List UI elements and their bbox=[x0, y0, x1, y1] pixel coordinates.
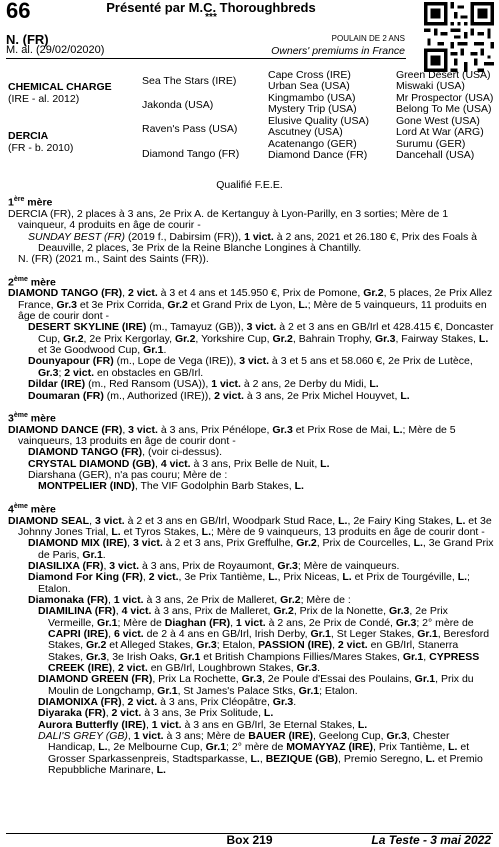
box-number: Box 219 bbox=[226, 833, 273, 847]
pedigree-sire: CHEMICAL CHARGE bbox=[8, 81, 112, 93]
pedigree-gen3: Mystery Trip (USA) bbox=[268, 103, 357, 115]
progeny-entry: Dildar (IRE) (m., Red Ransom (USA)), 1 vict. à 2 ans, 2e Derby du Midi, L. bbox=[28, 378, 379, 391]
progeny-entry: Diamond For King (FR), 2 vict., 3e Prix Tantième, L., Prix Niceas, L. et Prix de Tourgéville, L.; Etalon. bbox=[28, 571, 470, 595]
horse-details: M. al. (29/02/02020) bbox=[6, 44, 105, 56]
qualifie-fee: Qualifié F.E.E. bbox=[216, 179, 283, 191]
pedigree-gen3: Ascutney (USA) bbox=[268, 126, 343, 138]
qr-code-icon bbox=[424, 2, 494, 72]
progeny-entry: DALI'S GREY (GB), 1 vict. à 3 ans; Mère de BAUER (IRE), Geelong Cup, Gr.3, Chester Handicap, L., 2e Melbourne Cup, Gr.1; 2° mère de MOMAYYAZ (IRE), Prix Tantième, L. et Grosser Sparkassenpreis, Stadtsparkasse, L., BEZIQUE (GB), Premio Seregno, L. et Premio Repubbliche Marinare, L. bbox=[38, 730, 483, 777]
progeny-entry: DIAMONIXA (FR), 2 vict. à 3 ans, Prix Cléopâtre, Gr.3. bbox=[38, 696, 297, 709]
pedigree-gen3: Diamond Dance (FR) bbox=[268, 149, 368, 161]
progeny-entry: Dounyapour (FR) (m., Lope de Vega (IRE)), 3 vict. à 3 et 5 ans et 58.060 €, 2e Prix de Lutèce, Gr.3; 2 vict. en obstacles en GB/Irl. bbox=[28, 355, 473, 379]
section-heading-1: 1ère mère bbox=[8, 196, 53, 209]
progeny-entry: DIASILIXA (FR), 3 vict. à 3 ans, Prix de Royaumont, Gr.3; Mère de vainqueurs. bbox=[28, 559, 400, 572]
dam-paragraph: DIAMOND TANGO (FR), 2 vict. à 3 et 4 ans et 145.950 €, Prix de Pomone, Gr.2, 5 places, 2e Prix Allez France, Gr.3 et 3e Prix Corrida, Gr.2 et Grand Prix de Lyon, L.; Mère de 5 vainqueurs, 11 produits en âge de courir dont - bbox=[8, 287, 493, 323]
progeny-entry: DIAMILINA (FR), 4 vict. à 3 ans, Prix de Malleret, Gr.2, Prix de la Nonette, Gr.3, 2e Prix Vermeille, Gr.1; Mère de Diaghan (FR), 1 vict. à 2 ans, 2e Prix de Condé, Gr.3; 2° mère de CAPRI (IRE), 6 vict. de 2 à 4 ans en GB/Irl, Irish Derby, Gr.1, St Leger Stakes, Gr.1, Beresford Stakes, Gr.2 et Alleged Stakes, Gr.3; Etalon, PASSION (IRE), 2 vict. en GB/Irl, Stanerra Stakes, Gr.3, 3e Irish Oaks, Gr.1 et British Champions Fillies/Mares Stakes, Gr.1, CYPRESS CREEK (IRE), 2 vict. en GB/Irl, Loughbrown Stakes, Gr.3. bbox=[38, 605, 490, 675]
pedigree-gen3: Urban Sea (USA) bbox=[268, 80, 350, 92]
pedigree-gen4: Miswaki (USA) bbox=[396, 80, 465, 92]
dam-paragraph: DERCIA (FR), 2 places à 3 ans, 2e Prix A. de Kertanguy à Lyon-Parilly, en 3 sorties; Mère de 1 vainqueur, 4 produits en âge de courir - bbox=[8, 207, 449, 232]
progeny-entry: Aurora Butterfly (IRE), 1 vict. à 3 ans en GB/Irl, 3e Eternal Stakes, L. bbox=[38, 718, 368, 731]
pedigree-gen4: Belong To Me (USA) bbox=[396, 103, 492, 115]
horse-name: N. (FR) bbox=[6, 32, 49, 47]
pedigree-gen4: Gone West (USA) bbox=[396, 115, 480, 127]
section-heading-2: 2ème mère bbox=[8, 275, 56, 289]
progeny-entry: N. (FR) (2021 m., Saint des Saints (FR)). bbox=[18, 253, 209, 266]
progeny-entry: DIAMOND GREEN (FR), Prix La Rochette, Gr.3, 2e Poule d'Essai des Poulains, Gr.1, Prix du Moulin de Longchamp, Gr.1, St James's Palace Stks, Gr.1; Etalon. bbox=[38, 673, 474, 697]
pedigree-gen2: Sea The Stars (IRE) bbox=[142, 75, 237, 87]
poulain-label: POULAIN DE 2 ANS bbox=[331, 34, 405, 43]
pedigree-gen3: Elusive Quality (USA) bbox=[268, 115, 369, 127]
sale-info: La Teste - 3 mai 2022 bbox=[371, 833, 491, 847]
pedigree-gen4: Lord At War (ARG) bbox=[396, 126, 484, 138]
progeny-entry: Diamonaka (FR), 1 vict. à 3 ans, 2e Prix de Malleret, Gr.2; Mère de : bbox=[28, 594, 351, 606]
section-heading-4: 4ème mère bbox=[8, 502, 56, 516]
header-rule bbox=[6, 58, 406, 59]
lot-number: 66 bbox=[6, 0, 31, 23]
dam-paragraph: DIAMOND SEAL, 3 vict. à 2 et 3 ans en GB/Irl, Woodpark Stud Race, L., 2e Fairy King Stakes, L. et 3e Johnny Jones Trial, L. et Tyros Stakes, L.; Mère de 9 vainqueurs, 13 produits en âge de courir dont - bbox=[8, 514, 492, 538]
pedigree-gen4: Dancehall (USA) bbox=[396, 149, 475, 161]
progeny-entry: SUNDAY BEST (FR) (2019 f., Dabirsim (FR)), 1 vict. à 2 ans, 2021 et 26.180 €, Prix des Foals à Deauville, 2 places, 3e Prix de la Reine Blanche Longines à Chantilly. bbox=[28, 230, 477, 254]
progeny-entry: DESERT SKYLINE (IRE) (m., Tamayuz (GB)), 3 vict. à 2 et 3 ans en GB/Irl et 428.415 €, Doncaster Cup, Gr.2, 2e Prix Kergorlay, Gr.2, Yorkshire Cup, Gr.2, Bahrain Trophy, Gr.3, Fairway Stakes, L. et 3e Goodwood Cup, Gr.1. bbox=[28, 321, 494, 357]
pedigree-dam-details: (FR - b. 2010) bbox=[8, 142, 74, 154]
pedigree-gen2: Raven's Pass (USA) bbox=[142, 123, 238, 135]
pedigree-gen3: Kingmambo (USA) bbox=[268, 92, 356, 104]
section-heading-3: 3ème mère bbox=[8, 411, 56, 425]
pedigree-table bbox=[0, 70, 499, 170]
owners-premiums: Owners' premiums in France bbox=[271, 45, 405, 57]
progeny-entry: MONTPELIER (IND), The VIF Godolphin Barb Stakes, L. bbox=[38, 480, 304, 493]
pedigree-gen4: Green Desert (USA) bbox=[396, 69, 491, 81]
pedigree-gen4: Mr Prospector (USA) bbox=[396, 92, 494, 104]
progeny-entry: DIAMOND TANGO (FR), (voir ci-dessus). bbox=[28, 446, 223, 459]
pedigree-gen4: Surumu (GER) bbox=[396, 138, 466, 150]
progeny-entry: CRYSTAL DIAMOND (GB), 4 vict. à 3 ans, Prix Belle de Nuit, L. bbox=[28, 457, 330, 470]
progeny-entry: Diarshana (GER), n'a pas couru; Mère de : bbox=[28, 469, 228, 482]
family-text bbox=[8, 194, 495, 777]
pedigree-gen2: Jakonda (USA) bbox=[142, 99, 214, 111]
progeny-entry: Diyaraka (FR), 2 vict. à 3 ans, 3e Prix Solitude, L. bbox=[38, 707, 274, 720]
presenter: Présenté par M.C. Thoroughbreds bbox=[106, 0, 316, 15]
dam-paragraph: DIAMOND DANCE (FR), 3 vict. à 3 ans, Prix Pénélope, Gr.3 et Prix Rose de Mai, L.; Mère de 5 vainqueurs, 13 produits en âge de courir dont - bbox=[8, 423, 456, 448]
stars: *** bbox=[205, 12, 217, 23]
progeny-entry: Doumaran (FR) (m., Authorized (IRE)), 2 vict. à 3 ans, 2e Prix Michel Houyvet, L. bbox=[28, 389, 410, 402]
progeny-entry: DIAMOND MIX (IRE), 3 vict. à 2 et 3 ans, Prix Greffulhe, Gr.2, Prix de Courcelles, L., 3e Grand Prix de Paris, Gr.1. bbox=[28, 537, 494, 561]
pedigree-gen3: Acatenango (GER) bbox=[268, 138, 357, 150]
pedigree-gen3: Cape Cross (IRE) bbox=[268, 69, 351, 81]
pedigree-sire-details: (IRE - al. 2012) bbox=[8, 93, 80, 105]
pedigree-dam: DERCIA bbox=[8, 130, 49, 142]
pedigree-gen2: Diamond Tango (FR) bbox=[142, 148, 240, 160]
